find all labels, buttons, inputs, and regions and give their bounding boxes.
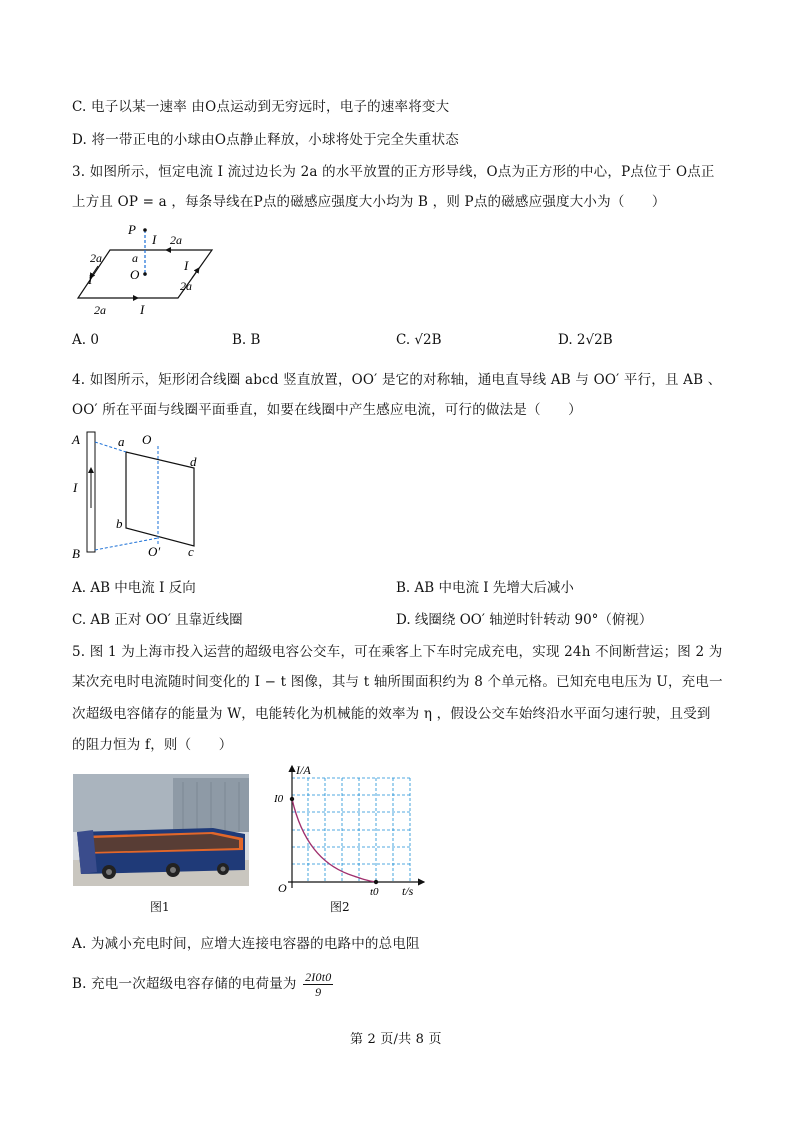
- label-2a-right: 2a: [180, 279, 192, 293]
- q4-stem-line2: OO′ 所在平面与线圈平面垂直，如要在线圈中产生感应电流，可行的做法是（ ）: [72, 402, 582, 418]
- label-a: a: [132, 251, 138, 265]
- coil-abcd: [126, 452, 194, 546]
- q4-stem-line1: 4. 如图所示，矩形闭合线圈 abcd 竖直放置，OO′ 是它的对称轴，通电直导线 AB 与 OO′ 平行，且 AB 、: [72, 372, 722, 388]
- label-o: O: [130, 267, 140, 282]
- origin-label: O: [278, 881, 287, 895]
- q5-option-b: [72, 970, 333, 999]
- label-a: a: [118, 434, 125, 449]
- label-c: c: [188, 544, 194, 559]
- label-2a-bottom: 2a: [94, 303, 106, 317]
- q4-option-c: C. AB 正对 OO′ 且靠近线圈: [72, 612, 243, 628]
- q5-option-b-text: B. 充电一次超级电容存储的电荷量为: [72, 976, 297, 992]
- label-b: b: [116, 516, 123, 531]
- q3-option-d: D. 2√2B: [558, 332, 613, 348]
- bus-photo: [73, 774, 249, 886]
- label-2a-left: 2a: [90, 251, 102, 265]
- q4-figure-coil-and-wire: [70, 428, 220, 564]
- label-current-left: I: [88, 272, 93, 287]
- q4-option-b: B. AB 中电流 I 先增大后减小: [396, 580, 574, 596]
- x-axis-label: t/s: [402, 884, 414, 898]
- point-p-dot: [143, 228, 147, 232]
- label-d: d: [190, 454, 197, 469]
- q2-option-d: D. 将一带正电的小球由O点静止释放，小球将处于完全失重状态: [72, 132, 459, 148]
- q5-option-a: A. 为减小充电时间，应增大连接电容器的电路中的总电阻: [72, 936, 420, 952]
- point-i0: [290, 797, 294, 801]
- page-footer: 第 2 页/共 8 页: [350, 1032, 442, 1047]
- q3-option-a: A. 0: [72, 332, 99, 348]
- q4-option-d: D. 线圈绕 OO′ 轴逆时针转动 90°（俯视）: [396, 612, 653, 628]
- q5-current-time-graph: [268, 762, 428, 898]
- q3-option-c: C. √2B: [396, 332, 442, 348]
- label-A: A: [72, 432, 80, 447]
- q3-figure-square-loop: [70, 222, 230, 320]
- q4-option-a: A. AB 中电流 I 反向: [72, 580, 196, 596]
- point-o-dot: [143, 272, 147, 276]
- q5-stem-line1: 5. 图 1 为上海市投入运营的超级电容公交车，可在乘客上下车时完成充电，实现 24h 不间断营运；图 2 为: [72, 644, 723, 660]
- label-current-bottom: I: [140, 302, 145, 317]
- q3-stem-line1: 3. 如图所示，恒定电流 I 流过边长为 2a 的水平放置的正方形导线，O点为正方形的中心，P点位于 O点正: [72, 164, 715, 180]
- label-2a-top: 2a: [170, 233, 182, 247]
- label-current-top: I: [152, 232, 157, 247]
- label-current-right: I: [184, 258, 189, 273]
- q3-stem-line2: 上方且 OP = a ，每条导线在P点的磁感应强度大小均为 B ，则 P点的磁感应强度大小为（ ）: [72, 194, 666, 210]
- label-B: B: [72, 546, 80, 561]
- current-arrow-right: [192, 268, 199, 278]
- fraction-numerator: 2I0t0: [305, 970, 332, 984]
- label-p: P: [128, 222, 136, 237]
- q3-option-b: B. B: [232, 332, 261, 348]
- label-I: I: [73, 480, 78, 495]
- point-t0: [374, 880, 378, 884]
- grid: [292, 778, 410, 882]
- fraction-denominator: 9: [315, 985, 322, 999]
- decay-curve: [292, 799, 376, 882]
- label-O: O: [142, 432, 152, 447]
- q5-stem-line4: 的阻力恒为 f，则（ ）: [72, 737, 233, 753]
- y-axis-label: I/A: [296, 763, 311, 777]
- label-i0: I0: [274, 793, 284, 805]
- q5-stem-line3: 次超级电容储存的能量为 W，电能转化为机械能的效率为 η ，假设公交车始终沿水平面匀速行驶，且受到: [72, 706, 711, 722]
- figure2-caption: 图2: [330, 900, 350, 914]
- q2-option-c: C. 电子以某一速率 由O点运动到无穷远时，电子的速率将变大: [72, 99, 450, 115]
- label-t0: t0: [370, 886, 379, 898]
- q5-stem-line2: 某次充电时电流随时间变化的 I − t 图像，其与 t 轴所围面积约为 8 个单元格。已知充电电压为 U，充电一: [72, 674, 723, 690]
- charge-fraction: [303, 970, 333, 999]
- label-O-prime: O′: [148, 544, 161, 559]
- figure1-caption: 图1: [150, 900, 170, 914]
